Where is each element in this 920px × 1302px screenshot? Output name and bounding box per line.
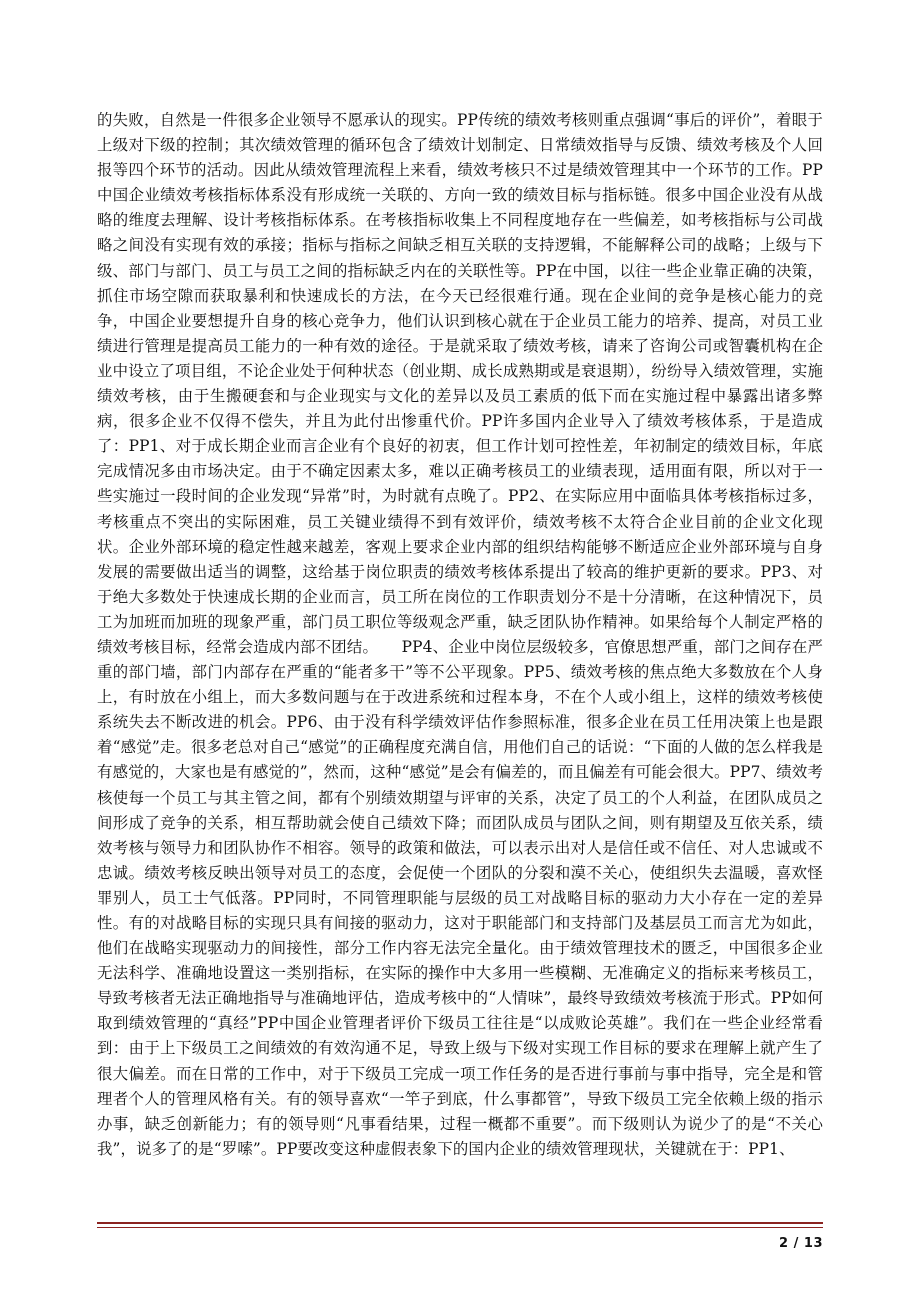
footer-rule-thick <box>97 1222 823 1224</box>
body-text <box>97 108 823 1162</box>
footer-rule-thin <box>97 1227 823 1228</box>
page-separator: / <box>788 1236 804 1251</box>
page-current: 2 <box>779 1236 789 1251</box>
body-paragraph: 的失败，自然是一件很多企业领导不愿承认的现实。PP传统的绩效考核则重点强调“事后的评价”，着眼于上级对下级的控制；其次绩效管理的循环包含了绩效计划制定、日常绩效指导与反馈、绩效考核及个人回报等四个环节的活动。因此从绩效管理流程上来看，绩效考核只不过是绩效管理其中一个环节的工作。PP中国企业绩效考核指标体系没有形成统一关联的、方向一致的绩效目标与指标链。很多中国企业没有从战略的维度去理解、设计考核指标体系。在考核指标收集上不同程度地存在一些偏差，如考核指标与公司战略之间没有实现有效的承接；指标与指标之间缺乏相互关联的支持逻辑，不能解释公司的战略；上级与下级、部门与部门、员工与员工之间的指标缺乏内在的关联性等。PP在中国，以往一些企业靠正确的决策，抓住市场空隙而获取暴利和快速成长的方法，在今天已经很难行通。现在企业间的竞争是核心能力的竞争，中国企业要想提升自身的核心竞争力，他们认识到核心就在于企业员工能力的培养、提高，对员工业绩进行管理是提高员工能力的一种有效的途径。于是就采取了绩效考核，请来了咨询公司或智囊机构在企业中设立了项目组，不论企业处于何种状态（创业期、成长成熟期或是衰退期），纷纷导入绩效管理，实施绩效考核，由于生搬硬套和与企业现实与文化的差异以及员工素质的低下而在实施过程中暴露出诸多弊病，很多企业不仅得不偿失，并且为此付出惨重代价。PP许多国内企业导入了绩效考核体系，于是造成了：PP1、对于成长期企业而言企业有个良好的初衷，但工作计划可控性差，年初制定的绩效目标，年底完成情况多由市场决定。由于不确定因素太多，难以正确考核员工的业绩表现，适用面有限，所以对于一些实施过一段时间的企业发现“异常”时，为时就有点晚了。PP2、在实际应用中面临具体考核指标过多，考核重点不突出的实际困难，员工关键业绩得不到有效评价，绩效考核不太符合企业目前的企业文化现状。企业外部环境的稳定性越来越差，客观上要求企业内部的组织结构能够不断适应企业外部环境与自身发展的需要做出适当的调整，这给基于岗位职责的绩效考核体系提出了较高的维护更新的要求。PP3、对于绝大多数处于快速成长期的企业而言，员工所在岗位的工作职责划分不是十分清晰，在这种情况下，员工为加班而加班的现象严重，部门员工职位等级观念严重，缺乏团队协作精神。如果给每个人制定严格的绩效考核目标，经常会造成内部不团结。 PP4、企业中岗位层级较多，官僚思想严重，部门之间存在严重的部门墙，部门内部存在严重的“能者多干”等不公平现象。PP5、绩效考核的焦点绝大多数放在个人身上，有时放在小组上，而大多数问题与在于改进系统和过程本身，不在个人或小组上，这样的绩效考核使系统失去不断改进的机会。PP6、由于没有科学绩效评估作参照标准，很多企业在员工任用决策上也是跟着“感觉”走。很多老总对自己“感觉”的正确程度充满自信，用他们自己的话说：“下面的人做的怎么样我是有感觉的，大家也是有感觉的”，然而，这种“感觉”是会有偏差的，而且偏差有可能会很大。PP7、绩效考核使每一个员工与其主管之间，都有个别绩效期望与评审的关系，决定了员工的个人利益，在团队成员之间形成了竞争的关系，相互帮助就会使自己绩效下降；而团队成员与团队之间，则有期望及互依关系，绩效考核与领导力和团队协作不相容。领导的政策和做法，可以表示出对人是信任或不信任、对人忠诚或不忠诚。绩效考核反映出领导对员工的态度，会促使一个团队的分裂和漠不关心，使组织失去温暖，喜欢怪罪别人，员工士气低落。PP同时，不同管理职能与层级的员工对战略目标的驱动力大小存在一定的差异性。有的对战略目标的实现只具有间接的驱动力，这对于职能部门和支持部门及基层员工而言尤为如此，他们在战略实现驱动力的间接性，部分工作内容无法完全量化。由于绩效管理技术的匮乏，中国很多企业无法科学、准确地设置这一类别指标，在实际的操作中大多用一些模糊、无准确定义的指标来考核员工，导致考核者无法正确地指导与准确地评估，造成考核中的“人情味”，最终导致绩效考核流于形式。PP如何取到绩效管理的“真经”PP中国企业管理者评价下级员工往往是“以成败论英雄”。我们在一些企业经常看到：由于上下级员工之间绩效的有效沟通不足，导致上级与下级对实现工作目标的要求在理解上就产生了很大偏差。而在日常的工作中，对于下级员工完成一项工作任务的是否进行事前与事中指导，完全是和管理者个人的管理风格有关。有的领导喜欢“一竿子到底，什么事都管”，导致下级员工完全依赖上级的指示办事，缺乏创新能力；有的领导则“凡事看结果，过程一概都不重要”。而下级则认为说少了的是“不关心我”，说多了的是“罗嗦”。PP要改变这种虚假表象下的国内企业的绩效管理现状，关键就在于：PP1、 <box>97 111 823 1158</box>
page-total: 13 <box>803 1236 823 1251</box>
page-number <box>779 1236 823 1251</box>
